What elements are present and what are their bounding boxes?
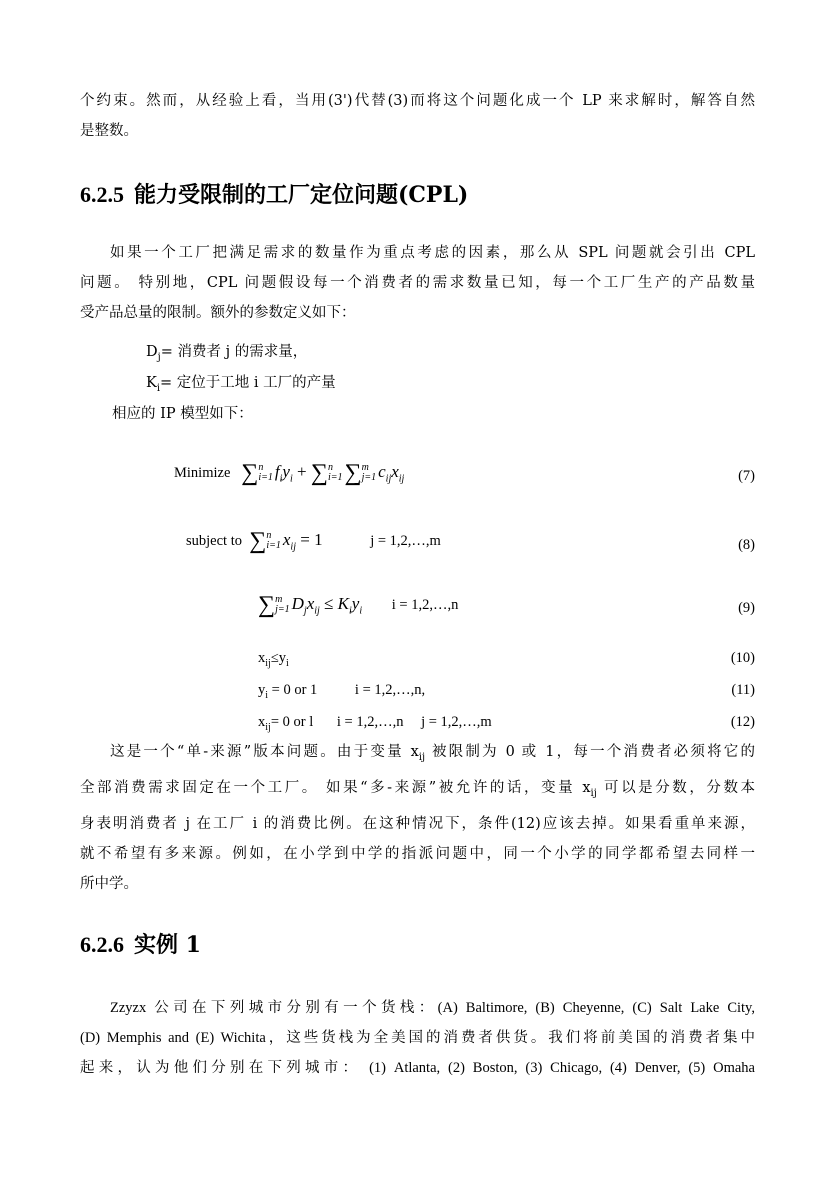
text-line: 所中学。 [80, 875, 138, 892]
text-line: (D) Memphis and (E) Wichita，这些货栈为全美国的消费者供货。我们将前美国的消费者集中 [80, 1030, 755, 1046]
equation-number: (10) [730, 650, 755, 666]
text-line: 就不希望有多来源。例如，在小学到中学的指派问题中，同一个小学的同学都希望去同样一 [80, 845, 755, 862]
equation-number: (12) [730, 714, 755, 730]
equation-9: ∑ m j=1 $D_jx_{ij} \le K_iy_i$ i = 1,2,…,n [258, 592, 459, 618]
text-line: 这是一个“单-来源”版本问题。由于变量 $x_{ij}$ 被限制为 0 或 1，每一个消费者必须将它的 [110, 744, 755, 763]
section-heading-6-2-6 [80, 930, 201, 960]
text-line: 全部消费需求固定在一个工厂。 如果“多-来源”被允许的话，变量 $x_{ij}$ 可以是分数，分数本 [80, 779, 756, 799]
section-number: 6.2.5 [80, 182, 124, 207]
intro-paragraph [80, 86, 755, 146]
section-title: 能力受限制的工厂定位问题(CPL) [134, 182, 469, 208]
equation-number: (9) [738, 600, 755, 616]
model-intro-text: 相应的 IP 模型如下： [112, 406, 253, 422]
text-line: 身表明消费者 j 在工厂 i 的消费比例。在这种情况下，条件(12)应该去掉。如果看重单来源， [80, 815, 755, 832]
equation-number: (8) [738, 537, 755, 553]
equation-10: $x_{ij}\le y_i$ [258, 650, 289, 669]
cpl-paragraph [80, 238, 755, 328]
text-line: 受产品总量的限制。额外的参数定义如下： [80, 305, 356, 321]
text-line: 个约束。然而，从经验上看，当用(3')代替(3)而将这个问题化成一个 LP 来求解时，解答自然 [80, 93, 755, 109]
text-line: 如果一个工厂把满足需求的数量作为重点考虑的因素，那么从 SPL 问题就会引出 CPL [110, 245, 755, 261]
param-definition-demand: $D_j=$ 消费者 j 的需求量， [146, 344, 308, 363]
example-paragraph [80, 993, 755, 1083]
text-line: Zzyzx 公司在下列城市分别有一个货栈：(A) Baltimore, (B) Cheyenne, (C) Salt Lake City, [110, 1000, 755, 1016]
equation-8: subject to ∑ n i=1 $x_{ij} = 1$ j = 1,2,…,m [186, 528, 441, 554]
equation-number: (7) [738, 468, 755, 484]
equation-11: $y_i = 0$ or 1 i = 1,2,…,n, [258, 682, 426, 701]
equation-number: (11) [731, 682, 755, 698]
text-line: 问题。 特别地，CPL 问题假设每一个消费者的需求数量已知，每一个工厂生产的产品数量 [80, 275, 755, 291]
equation-7: Minimize ∑ n i=1 $f_iy_i$ + ∑ n i=1 ∑ m j=1 $c_{ij}x_{ij}$ [174, 460, 405, 486]
section-number: 6.2.6 [80, 932, 124, 957]
single-source-paragraph [80, 737, 755, 899]
text-line: 是整数。 [80, 123, 138, 139]
section-title: 实例 1 [134, 932, 201, 958]
equation-12: $x_{ij}= 0$ or l i = 1,2,…,n j = 1,2,…,m [258, 714, 492, 733]
section-heading-6-2-5 [80, 180, 468, 210]
text-line: 起来，认为他们分别在下列城市： (1) Atlanta, (2) Boston, (3) Chicago, (4) Denver, (5) Omaha [80, 1060, 755, 1076]
param-definition-capacity: $K_i=$ 定位于工地 i 工厂的产量 [146, 375, 336, 394]
